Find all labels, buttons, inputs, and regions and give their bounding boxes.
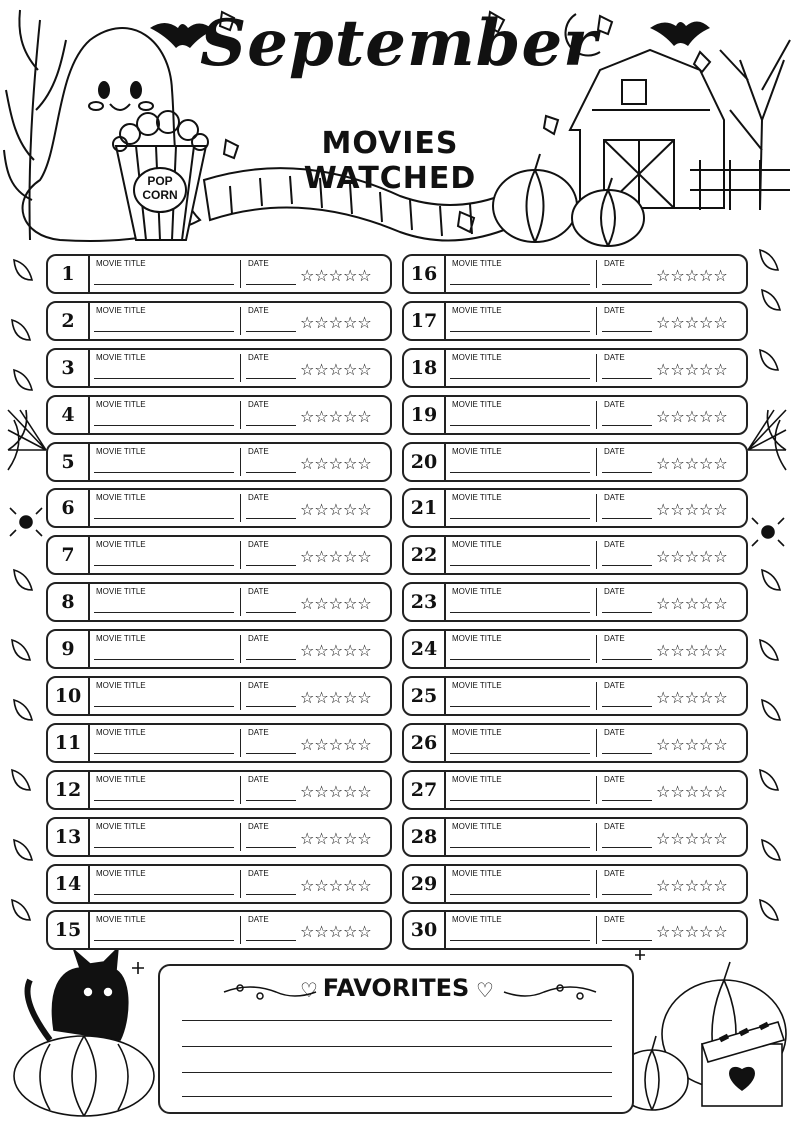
entry-number: 16 (404, 256, 446, 292)
divider (240, 682, 241, 710)
movie-entry-row (46, 910, 392, 950)
favorites-box (158, 964, 634, 1114)
divider (240, 494, 241, 522)
date-field[interactable] (246, 331, 296, 332)
date-label: DATE (248, 352, 269, 362)
movie-title-field[interactable] (450, 847, 590, 848)
movie-title-label: MOVIE TITLE (96, 681, 146, 691)
star-rating[interactable]: ☆☆☆☆☆ (656, 406, 728, 426)
date-field[interactable] (602, 378, 652, 379)
date-label: DATE (604, 399, 625, 409)
movie-title-field[interactable] (94, 894, 234, 895)
entry-number: 26 (404, 725, 446, 761)
movie-entry-row (402, 629, 748, 669)
divider (240, 729, 241, 757)
star-rating[interactable]: ☆☆☆☆☆ (300, 266, 372, 285)
movie-title-field[interactable] (450, 565, 590, 566)
date-label: DATE (248, 305, 269, 315)
heart-icon: ♡ (300, 980, 318, 1002)
movie-title-label: MOVIE TITLE (452, 305, 502, 315)
divider (240, 354, 241, 382)
movie-title-label: MOVIE TITLE (452, 493, 502, 503)
movie-entry-row (402, 442, 748, 482)
movie-entry-row (402, 582, 748, 622)
movie-title-label: MOVIE TITLE (96, 259, 146, 268)
movie-title-label: MOVIE TITLE (452, 634, 502, 644)
divider (240, 635, 241, 663)
divider (240, 260, 241, 288)
movie-title-field[interactable] (94, 378, 234, 379)
divider (240, 541, 241, 569)
movie-title-label: MOVIE TITLE (96, 821, 146, 831)
divider (596, 682, 597, 710)
movie-title-field[interactable] (450, 800, 590, 801)
entry-number: 14 (48, 866, 90, 902)
movie-entry-row (46, 864, 392, 904)
date-label: DATE (248, 587, 269, 597)
movie-entry-row (46, 817, 392, 857)
star-rating[interactable]: ☆☆☆☆☆ (656, 875, 728, 895)
star-rating[interactable]: ☆☆☆☆☆ (300, 359, 372, 379)
date-label: DATE (604, 352, 625, 362)
date-label: DATE (604, 540, 625, 550)
star-rating[interactable]: ☆☆☆☆☆ (300, 875, 372, 895)
movie-title-label: MOVIE TITLE (96, 399, 146, 409)
movie-entry-row (46, 723, 392, 763)
entry-number: 24 (404, 631, 446, 667)
movie-entry-row (402, 535, 748, 575)
star-rating[interactable]: ☆☆☆☆☆ (300, 734, 372, 754)
star-rating[interactable]: ☆☆☆☆☆ (656, 266, 728, 285)
date-label: DATE (248, 493, 269, 503)
date-label: DATE (604, 774, 625, 784)
entry-number: 19 (404, 397, 446, 433)
star-rating[interactable]: ☆☆☆☆☆ (656, 734, 728, 754)
movie-entry-row (402, 254, 748, 294)
star-rating[interactable]: ☆☆☆☆☆ (300, 828, 372, 848)
star-rating[interactable]: ☆☆☆☆☆ (656, 781, 728, 801)
star-rating[interactable]: ☆☆☆☆☆ (656, 594, 728, 614)
movie-title-field[interactable] (94, 425, 234, 426)
movie-title-label: MOVIE TITLE (96, 915, 146, 925)
movie-entry-row (46, 676, 392, 716)
entry-number: 30 (404, 912, 446, 948)
star-rating[interactable]: ☆☆☆☆☆ (656, 828, 728, 848)
movie-title-field[interactable] (94, 706, 234, 707)
divider (240, 588, 241, 616)
pumpkin-icon (14, 1036, 154, 1116)
flourish-right (500, 980, 600, 1004)
popcorn-label-line: CORN (142, 188, 178, 202)
popcorn-label-line: POP (147, 174, 173, 188)
date-label: DATE (604, 727, 625, 737)
movie-title-field[interactable] (450, 378, 590, 379)
date-field[interactable] (602, 284, 652, 285)
divider (596, 588, 597, 616)
movie-title-label: MOVIE TITLE (96, 634, 146, 644)
movie-entry-row (402, 395, 748, 435)
movie-title-label: MOVIE TITLE (452, 915, 502, 925)
movie-title-label: MOVIE TITLE (96, 727, 146, 737)
date-label: DATE (248, 540, 269, 550)
divider (240, 916, 241, 944)
movie-title-field[interactable] (450, 472, 590, 473)
clapperboard-icon (702, 1022, 784, 1106)
date-field[interactable] (602, 472, 652, 473)
date-label: DATE (248, 446, 269, 456)
date-label: DATE (604, 681, 625, 691)
divider (596, 823, 597, 851)
date-label: DATE (604, 821, 625, 831)
divider (596, 870, 597, 898)
movie-title-field[interactable] (94, 472, 234, 473)
movie-entry-row (46, 254, 392, 294)
divider (240, 823, 241, 851)
popcorn-label (140, 174, 180, 202)
movie-title-field[interactable] (94, 940, 234, 941)
date-field[interactable] (246, 472, 296, 473)
date-label: DATE (248, 868, 269, 878)
entry-number: 9 (48, 631, 90, 667)
movie-title-field[interactable] (94, 565, 234, 566)
date-field[interactable] (246, 800, 296, 801)
favorites-line[interactable] (182, 1096, 612, 1097)
movie-entry-row (402, 676, 748, 716)
entry-number: 28 (404, 819, 446, 855)
movie-title-field[interactable] (450, 518, 590, 519)
date-field[interactable] (602, 612, 652, 613)
movie-title-field[interactable] (94, 518, 234, 519)
black-cat-icon (28, 948, 128, 1040)
entry-number: 4 (48, 397, 90, 433)
date-field[interactable] (246, 284, 296, 285)
divider (596, 635, 597, 663)
movie-title-label: MOVIE TITLE (452, 821, 502, 831)
entry-number: 12 (48, 772, 90, 808)
entry-number: 25 (404, 678, 446, 714)
heart-icon (730, 1068, 754, 1090)
date-label: DATE (604, 305, 625, 315)
star-rating[interactable]: ☆☆☆☆☆ (656, 922, 728, 942)
movie-entry-row (46, 582, 392, 622)
star-rating[interactable]: ☆☆☆☆☆ (656, 547, 728, 567)
entries-left-column (46, 254, 392, 957)
star-rating[interactable]: ☆☆☆☆☆ (300, 547, 372, 567)
divider (596, 401, 597, 429)
date-field[interactable] (602, 518, 652, 519)
divider (596, 776, 597, 804)
entry-number: 10 (48, 678, 90, 714)
star-rating[interactable]: ☆☆☆☆☆ (300, 406, 372, 426)
divider (596, 494, 597, 522)
star-rating[interactable]: ☆☆☆☆☆ (300, 594, 372, 614)
star-rating[interactable]: ☆☆☆☆☆ (656, 641, 728, 661)
date-label: DATE (248, 634, 269, 644)
date-label: DATE (248, 727, 269, 737)
movie-title-field[interactable] (450, 706, 590, 707)
date-field[interactable] (246, 565, 296, 566)
movie-entry-row (46, 770, 392, 810)
date-label: DATE (604, 868, 625, 878)
movie-title-field[interactable] (94, 847, 234, 848)
movie-title-field[interactable] (450, 940, 590, 941)
entry-number: 18 (404, 350, 446, 386)
star-rating[interactable]: ☆☆☆☆☆ (300, 641, 372, 661)
entry-number: 13 (48, 819, 90, 855)
star-rating[interactable]: ☆☆☆☆☆ (300, 781, 372, 801)
movie-entry-row (402, 301, 748, 341)
divider (240, 307, 241, 335)
movie-title-label: MOVIE TITLE (96, 446, 146, 456)
date-label: DATE (248, 399, 269, 409)
date-label: DATE (604, 587, 625, 597)
date-field[interactable] (246, 659, 296, 660)
movie-title-label: MOVIE TITLE (452, 681, 502, 691)
movie-title-label: MOVIE TITLE (96, 305, 146, 315)
divider (596, 916, 597, 944)
movie-title-field[interactable] (94, 612, 234, 613)
movie-title-label: MOVIE TITLE (452, 727, 502, 737)
movie-title-label: MOVIE TITLE (96, 352, 146, 362)
star-rating[interactable]: ☆☆☆☆☆ (300, 688, 372, 708)
movie-title-field[interactable] (450, 894, 590, 895)
date-label: DATE (604, 446, 625, 456)
entry-number: 1 (48, 256, 90, 292)
movie-title-label: MOVIE TITLE (452, 774, 502, 784)
page-title: September (200, 6, 598, 81)
divider (240, 401, 241, 429)
date-label: DATE (248, 915, 269, 925)
date-label: DATE (604, 915, 625, 925)
page-subtitle: MOVIES WATCHED (303, 126, 477, 196)
movie-entry-row (46, 535, 392, 575)
date-field[interactable] (602, 659, 652, 660)
date-field[interactable] (602, 565, 652, 566)
date-field[interactable] (246, 378, 296, 379)
favorites-line[interactable] (182, 1072, 612, 1073)
movie-entry-row (46, 301, 392, 341)
divider (240, 448, 241, 476)
date-field[interactable] (602, 425, 652, 426)
divider (596, 729, 597, 757)
movie-entry-row (402, 770, 748, 810)
favorites-line[interactable] (182, 1020, 612, 1021)
movie-entry-row (402, 817, 748, 857)
date-label: DATE (604, 259, 625, 268)
movie-entry-row (402, 488, 748, 528)
star-rating[interactable]: ☆☆☆☆☆ (656, 312, 728, 332)
movie-title-label: MOVIE TITLE (96, 774, 146, 784)
pumpkin-icon (616, 962, 786, 1110)
date-label: DATE (248, 774, 269, 784)
divider (596, 260, 597, 288)
entry-number: 27 (404, 772, 446, 808)
star-rating[interactable]: ☆☆☆☆☆ (656, 500, 728, 520)
barn-icon (570, 50, 790, 210)
entry-number: 2 (48, 303, 90, 339)
favorites-title: FAVORITES (322, 974, 470, 1002)
heart-icon: ♡ (476, 980, 494, 1002)
movie-title-field[interactable] (94, 800, 234, 801)
movie-entry-row (46, 442, 392, 482)
movie-title-label: MOVIE TITLE (96, 540, 146, 550)
date-label: DATE (248, 259, 269, 268)
movie-title-field[interactable] (94, 331, 234, 332)
star-rating[interactable]: ☆☆☆☆☆ (656, 688, 728, 708)
movie-title-field[interactable] (450, 331, 590, 332)
movie-title-label: MOVIE TITLE (96, 868, 146, 878)
divider (596, 541, 597, 569)
date-field[interactable] (602, 894, 652, 895)
date-field[interactable] (246, 940, 296, 941)
star-rating[interactable]: ☆☆☆☆☆ (300, 500, 372, 520)
entry-number: 17 (404, 303, 446, 339)
date-label: DATE (248, 681, 269, 691)
entry-number: 5 (48, 444, 90, 480)
star-rating[interactable]: ☆☆☆☆☆ (300, 922, 372, 942)
movie-title-label: MOVIE TITLE (96, 587, 146, 597)
date-field[interactable] (602, 331, 652, 332)
movie-entry-row (402, 864, 748, 904)
date-field[interactable] (246, 706, 296, 707)
entry-number: 22 (404, 537, 446, 573)
entry-number: 11 (48, 725, 90, 761)
date-field[interactable] (246, 612, 296, 613)
favorites-line[interactable] (182, 1046, 612, 1047)
entries-right-column (402, 254, 748, 957)
date-field[interactable] (246, 753, 296, 754)
date-field[interactable] (246, 847, 296, 848)
divider (240, 870, 241, 898)
star-rating[interactable]: ☆☆☆☆☆ (656, 453, 728, 473)
movie-entry-row (46, 395, 392, 435)
entry-number: 29 (404, 866, 446, 902)
date-field[interactable] (246, 894, 296, 895)
movie-title-label: MOVIE TITLE (452, 540, 502, 550)
movie-title-field[interactable] (450, 425, 590, 426)
movie-entry-row (402, 723, 748, 763)
entry-number: 6 (48, 490, 90, 526)
divider (596, 448, 597, 476)
movie-entry-row (402, 910, 748, 950)
movie-title-field[interactable] (450, 284, 590, 285)
movie-entry-row (46, 629, 392, 669)
movie-title-field[interactable] (94, 284, 234, 285)
movie-title-field[interactable] (94, 659, 234, 660)
entry-number: 23 (404, 584, 446, 620)
date-field[interactable] (602, 706, 652, 707)
entry-number: 7 (48, 537, 90, 573)
star-rating[interactable]: ☆☆☆☆☆ (656, 359, 728, 379)
movie-title-field[interactable] (450, 612, 590, 613)
star-rating[interactable]: ☆☆☆☆☆ (300, 312, 372, 332)
divider (596, 307, 597, 335)
movie-title-field[interactable] (94, 753, 234, 754)
movie-entry-row (46, 488, 392, 528)
star-rating[interactable]: ☆☆☆☆☆ (300, 453, 372, 473)
date-label: DATE (604, 634, 625, 644)
movie-title-label: MOVIE TITLE (452, 446, 502, 456)
date-field[interactable] (602, 847, 652, 848)
movie-entry-row (402, 348, 748, 388)
date-field[interactable] (602, 753, 652, 754)
movie-title-field[interactable] (450, 659, 590, 660)
movie-title-label: MOVIE TITLE (452, 868, 502, 878)
entry-number: 8 (48, 584, 90, 620)
date-field[interactable] (246, 425, 296, 426)
movie-entry-row (46, 348, 392, 388)
movie-title-label: MOVIE TITLE (452, 352, 502, 362)
movie-title-label: MOVIE TITLE (452, 259, 502, 268)
movie-title-label: MOVIE TITLE (452, 587, 502, 597)
movie-title-field[interactable] (450, 753, 590, 754)
date-field[interactable] (246, 518, 296, 519)
date-field[interactable] (602, 940, 652, 941)
entry-number: 3 (48, 350, 90, 386)
divider (240, 776, 241, 804)
entry-number: 15 (48, 912, 90, 948)
date-label: DATE (604, 493, 625, 503)
movie-title-label: MOVIE TITLE (452, 399, 502, 409)
movie-title-label: MOVIE TITLE (96, 493, 146, 503)
date-field[interactable] (602, 800, 652, 801)
date-label: DATE (248, 821, 269, 831)
divider (596, 354, 597, 382)
entry-number: 21 (404, 490, 446, 526)
entry-number: 20 (404, 444, 446, 480)
